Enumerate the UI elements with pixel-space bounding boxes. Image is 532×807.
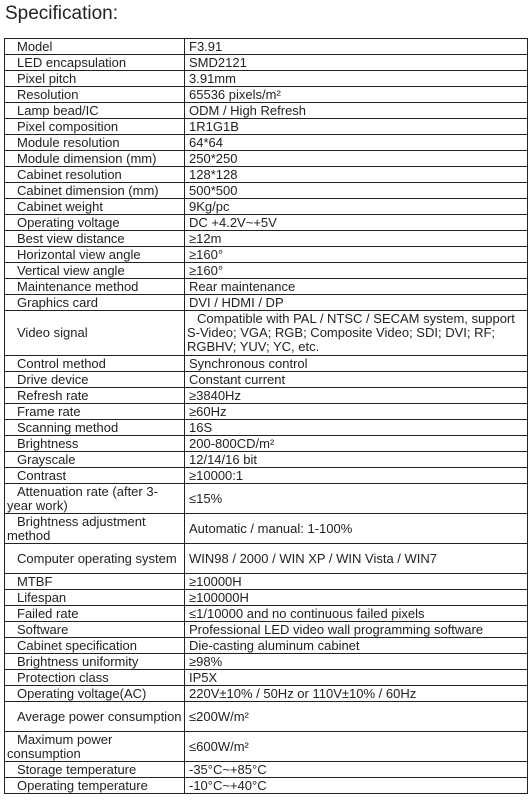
value-cell: ≤1/10000 and no continuous failed pixels bbox=[185, 606, 528, 622]
table-row bbox=[5, 484, 528, 514]
parameter-cell: Cabinet specification bbox=[5, 638, 185, 654]
table-row bbox=[5, 87, 528, 103]
value-cell: WIN98 / 2000 / WIN XP / WIN Vista / WIN7 bbox=[185, 544, 528, 574]
value-cell: 200-800CD/m² bbox=[185, 436, 528, 452]
parameter-cell: Graphics card bbox=[5, 295, 185, 311]
parameter-cell: Cabinet resolution bbox=[5, 167, 185, 183]
page-title: Specification: bbox=[5, 3, 119, 24]
table-row bbox=[5, 151, 528, 167]
parameter-cell: Lifespan bbox=[5, 590, 185, 606]
value-cell: 12/14/16 bit bbox=[185, 452, 528, 468]
value-cell: ≤200W/m² bbox=[185, 702, 528, 732]
specification-table bbox=[4, 38, 528, 794]
value-cell: SMD2121 bbox=[185, 55, 528, 71]
parameter-cell: Best view distance bbox=[5, 231, 185, 247]
value-cell: 128*128 bbox=[185, 167, 528, 183]
parameter-cell: Software bbox=[5, 622, 185, 638]
parameter-cell: Brightness adjustment method bbox=[5, 514, 185, 544]
parameter-cell: LED encapsulation bbox=[5, 55, 185, 71]
table-row bbox=[5, 119, 528, 135]
parameter-cell: Operating voltage bbox=[5, 215, 185, 231]
value-cell: 3.91mm bbox=[185, 71, 528, 87]
value-cell: Constant current bbox=[185, 372, 528, 388]
table-row bbox=[5, 71, 528, 87]
table-row bbox=[5, 732, 528, 762]
value-cell: Rear maintenance bbox=[185, 279, 528, 295]
parameter-cell: Scanning method bbox=[5, 420, 185, 436]
table-row bbox=[5, 39, 528, 55]
value-cell: ≥10000:1 bbox=[185, 468, 528, 484]
value-cell: ≥98% bbox=[185, 654, 528, 670]
parameter-cell: Video signal bbox=[5, 311, 185, 356]
table-row bbox=[5, 372, 528, 388]
table-row bbox=[5, 183, 528, 199]
table-row bbox=[5, 215, 528, 231]
parameter-cell: MTBF bbox=[5, 574, 185, 590]
table-row bbox=[5, 103, 528, 119]
parameter-cell: Attenuation rate (after 3-year work) bbox=[5, 484, 185, 514]
table-row bbox=[5, 388, 528, 404]
parameter-cell: Pixel composition bbox=[5, 119, 185, 135]
parameter-cell: Computer operating system bbox=[5, 544, 185, 574]
value-cell: ≥160° bbox=[185, 247, 528, 263]
table-row bbox=[5, 247, 528, 263]
parameter-cell: Operating voltage(AC) bbox=[5, 686, 185, 702]
value-cell: -10°C~+40°C bbox=[185, 778, 528, 794]
table-row bbox=[5, 778, 528, 794]
value-cell: ≥160° bbox=[185, 263, 528, 279]
parameter-cell: Drive device bbox=[5, 372, 185, 388]
parameter-cell: Frame rate bbox=[5, 404, 185, 420]
parameter-cell: Maintenance method bbox=[5, 279, 185, 295]
table-row bbox=[5, 514, 528, 544]
value-cell: -35°C~+85°C bbox=[185, 762, 528, 778]
value-cell: 9Kg/pc bbox=[185, 199, 528, 215]
table-row bbox=[5, 638, 528, 654]
table-row bbox=[5, 420, 528, 436]
value-cell: ≥100000H bbox=[185, 590, 528, 606]
value-cell: 1R1G1B bbox=[185, 119, 528, 135]
value-cell: IP5X bbox=[185, 670, 528, 686]
value-cell: Professional LED video wall programming software bbox=[185, 622, 528, 638]
parameter-cell: Failed rate bbox=[5, 606, 185, 622]
value-cell: Die-casting aluminum cabinet bbox=[185, 638, 528, 654]
table-row bbox=[5, 606, 528, 622]
table-row bbox=[5, 590, 528, 606]
parameter-cell: Grayscale bbox=[5, 452, 185, 468]
value-cell: 65536 pixels/m² bbox=[185, 87, 528, 103]
value-cell: ≥12m bbox=[185, 231, 528, 247]
parameter-cell: Refresh rate bbox=[5, 388, 185, 404]
parameter-cell: Control method bbox=[5, 356, 185, 372]
value-cell: ODM / High Refresh bbox=[185, 103, 528, 119]
parameter-cell: Contrast bbox=[5, 468, 185, 484]
table-row bbox=[5, 55, 528, 71]
table-row bbox=[5, 654, 528, 670]
table-row bbox=[5, 452, 528, 468]
value-cell: ≤15% bbox=[185, 484, 528, 514]
table-row bbox=[5, 686, 528, 702]
value-cell: 220V±10% / 50Hz or 110V±10% / 60Hz bbox=[185, 686, 528, 702]
table-row bbox=[5, 356, 528, 372]
parameter-cell: Module resolution bbox=[5, 135, 185, 151]
parameter-cell: Brightness uniformity bbox=[5, 654, 185, 670]
value-cell: Automatic / manual: 1-100% bbox=[185, 514, 528, 544]
table-row bbox=[5, 544, 528, 574]
value-cell: DVI / HDMI / DP bbox=[185, 295, 528, 311]
parameter-cell: Module dimension (mm) bbox=[5, 151, 185, 167]
table-row bbox=[5, 404, 528, 420]
parameter-cell: Model bbox=[5, 39, 185, 55]
table-row bbox=[5, 135, 528, 151]
table-row bbox=[5, 702, 528, 732]
parameter-cell: Vertical view angle bbox=[5, 263, 185, 279]
parameter-cell: Horizontal view angle bbox=[5, 247, 185, 263]
value-cell: ≤600W/m² bbox=[185, 732, 528, 762]
table-row bbox=[5, 670, 528, 686]
parameter-cell: Protection class bbox=[5, 670, 185, 686]
table-row bbox=[5, 622, 528, 638]
parameter-cell: Brightness bbox=[5, 436, 185, 452]
value-cell: ≥10000H bbox=[185, 574, 528, 590]
table-row bbox=[5, 436, 528, 452]
value-cell: DC +4.2V~+5V bbox=[185, 215, 528, 231]
parameter-cell: Pixel pitch bbox=[5, 71, 185, 87]
table-row bbox=[5, 263, 528, 279]
value-cell: 250*250 bbox=[185, 151, 528, 167]
parameter-cell: Cabinet dimension (mm) bbox=[5, 183, 185, 199]
parameter-cell: Lamp bead/IC bbox=[5, 103, 185, 119]
table-row bbox=[5, 468, 528, 484]
value-cell: Synchronous control bbox=[185, 356, 528, 372]
parameter-cell: Operating temperature bbox=[5, 778, 185, 794]
table-row bbox=[5, 574, 528, 590]
table-row bbox=[5, 279, 528, 295]
parameter-cell: Maximum power consumption bbox=[5, 732, 185, 762]
value-cell: Compatible with PAL / NTSC / SECAM system, support S-Video; VGA; RGB; Composite Video; SDI; DVI; RF; RGBHV; YUV; YC, etc. bbox=[185, 311, 528, 356]
value-cell: 500*500 bbox=[185, 183, 528, 199]
value-cell: F3.91 bbox=[185, 39, 528, 55]
table-row bbox=[5, 231, 528, 247]
value-cell: ≥3840Hz bbox=[185, 388, 528, 404]
value-cell: 64*64 bbox=[185, 135, 528, 151]
parameter-cell: Resolution bbox=[5, 87, 185, 103]
table-row bbox=[5, 167, 528, 183]
parameter-cell: Storage temperature bbox=[5, 762, 185, 778]
value-cell: ≥60Hz bbox=[185, 404, 528, 420]
parameter-cell: Average power consumption bbox=[5, 702, 185, 732]
value-cell: 16S bbox=[185, 420, 528, 436]
table-row bbox=[5, 295, 528, 311]
table-row bbox=[5, 762, 528, 778]
table-row bbox=[5, 199, 528, 215]
table-row bbox=[5, 311, 528, 356]
parameter-cell: Cabinet weight bbox=[5, 199, 185, 215]
